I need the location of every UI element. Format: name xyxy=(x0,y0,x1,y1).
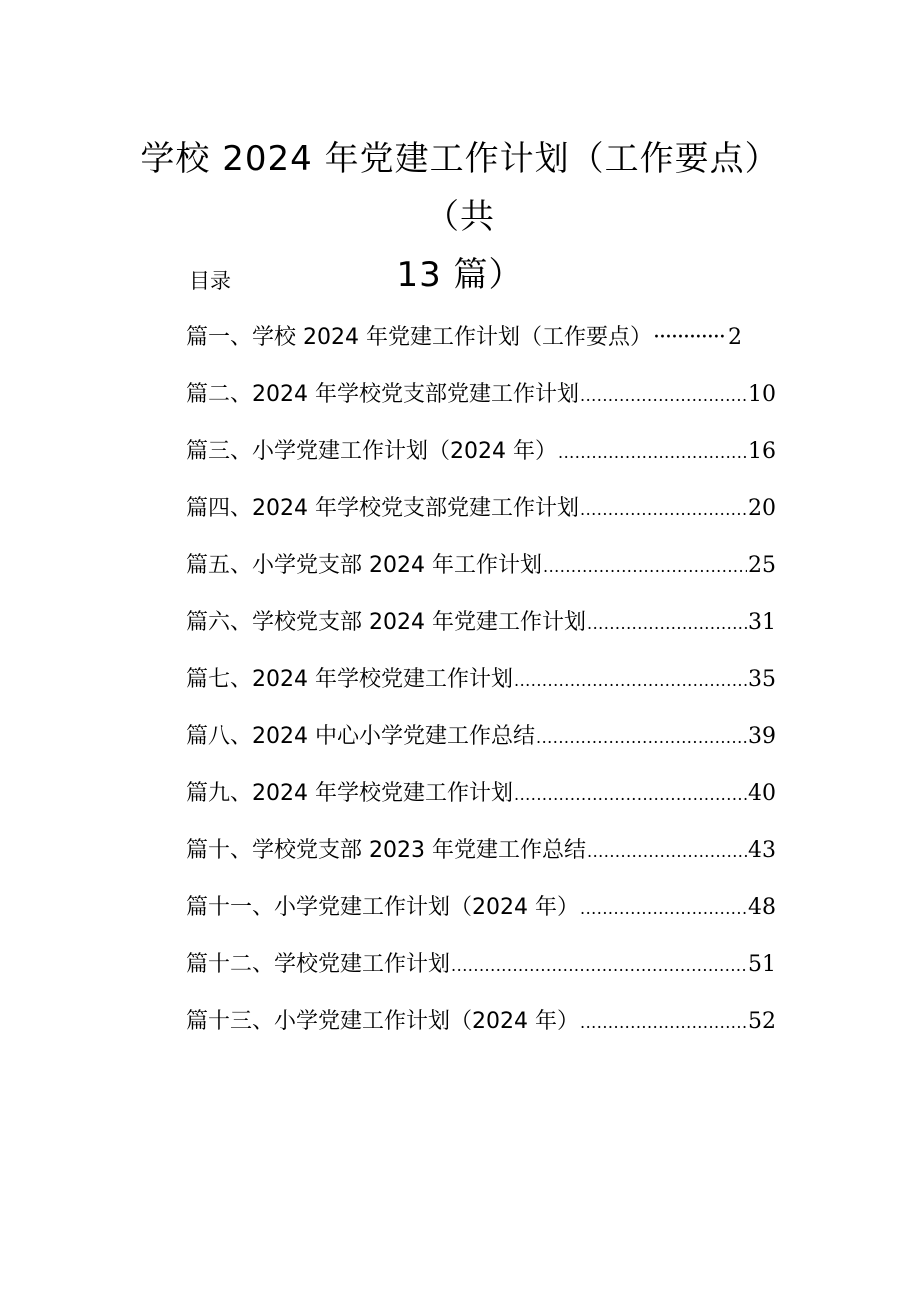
toc-entry-label: 篇八、2024 中心小学党建工作总结 xyxy=(186,724,535,749)
title-line-2: 13 篇） xyxy=(396,255,524,295)
toc-entry-page: 40 xyxy=(748,781,776,806)
toc-entry[interactable] xyxy=(186,491,776,548)
toc-entry[interactable] xyxy=(186,947,776,1004)
toc-entry-label: 篇四、2024 年学校党支部党建工作计划 xyxy=(186,496,579,521)
table-of-contents xyxy=(186,320,776,1061)
toc-entry[interactable] xyxy=(186,719,776,776)
toc-entry-page: 2 xyxy=(727,325,742,350)
toc-dot-leader xyxy=(587,614,747,633)
toc-entry-page: 31 xyxy=(748,610,776,635)
toc-entry[interactable] xyxy=(186,320,776,377)
toc-entry[interactable] xyxy=(186,662,776,719)
toc-entry[interactable] xyxy=(186,434,776,491)
toc-entry[interactable] xyxy=(186,377,776,434)
toc-entry[interactable] xyxy=(186,1004,776,1061)
toc-entry[interactable] xyxy=(186,776,776,833)
toc-dot-leader xyxy=(514,785,747,804)
title-line-1: 学校 2024 年党建工作计划（工作要点）（共 xyxy=(140,139,780,237)
toc-dot-leader xyxy=(653,325,727,350)
toc-dot-leader xyxy=(543,557,747,576)
toc-entry-page: 52 xyxy=(748,1009,776,1034)
toc-dot-leader xyxy=(580,899,747,918)
toc-heading: 目录 xyxy=(189,269,231,293)
toc-entry-page: 20 xyxy=(748,496,776,521)
toc-entry-page: 25 xyxy=(748,553,776,578)
toc-entry-label: 篇十二、学校党建工作计划 xyxy=(186,952,451,977)
toc-entry[interactable] xyxy=(186,548,776,605)
toc-dot-leader xyxy=(514,671,747,690)
toc-entry-label: 篇三、小学党建工作计划（2024 年） xyxy=(186,439,557,464)
toc-entry[interactable] xyxy=(186,605,776,662)
toc-entry-label: 篇十、学校党支部 2023 年党建工作总结 xyxy=(186,838,586,863)
toc-dot-leader xyxy=(580,386,747,405)
toc-entry-page: 35 xyxy=(748,667,776,692)
toc-dot-leader xyxy=(587,842,747,861)
toc-entry-label: 篇一、学校 2024 年党建工作计划（工作要点） xyxy=(186,325,652,350)
toc-entry-page: 48 xyxy=(748,895,776,920)
toc-entry-label: 篇二、2024 年学校党支部党建工作计划 xyxy=(186,382,579,407)
toc-entry-page: 51 xyxy=(748,952,776,977)
toc-dot-leader xyxy=(536,728,747,747)
toc-dot-leader xyxy=(580,500,747,519)
toc-entry[interactable] xyxy=(186,833,776,890)
toc-entry-page: 39 xyxy=(748,724,776,749)
toc-entry-page: 43 xyxy=(748,838,776,863)
toc-entry[interactable] xyxy=(186,890,776,947)
toc-entry-label: 篇五、小学党支部 2024 年工作计划 xyxy=(186,553,542,578)
toc-entry-label: 篇六、学校党支部 2024 年党建工作计划 xyxy=(186,610,586,635)
toc-entry-page: 10 xyxy=(748,382,776,407)
toc-entry-label: 篇十一、小学党建工作计划（2024 年） xyxy=(186,895,579,920)
toc-dot-leader xyxy=(451,956,747,975)
toc-entry-page: 16 xyxy=(748,439,776,464)
toc-dot-leader xyxy=(580,1013,747,1032)
toc-entry-label: 篇九、2024 年学校党建工作计划 xyxy=(186,781,513,806)
toc-entry-label: 篇十三、小学党建工作计划（2024 年） xyxy=(186,1009,579,1034)
toc-entry-label: 篇七、2024 年学校党建工作计划 xyxy=(186,667,513,692)
toc-dot-leader xyxy=(558,443,747,462)
